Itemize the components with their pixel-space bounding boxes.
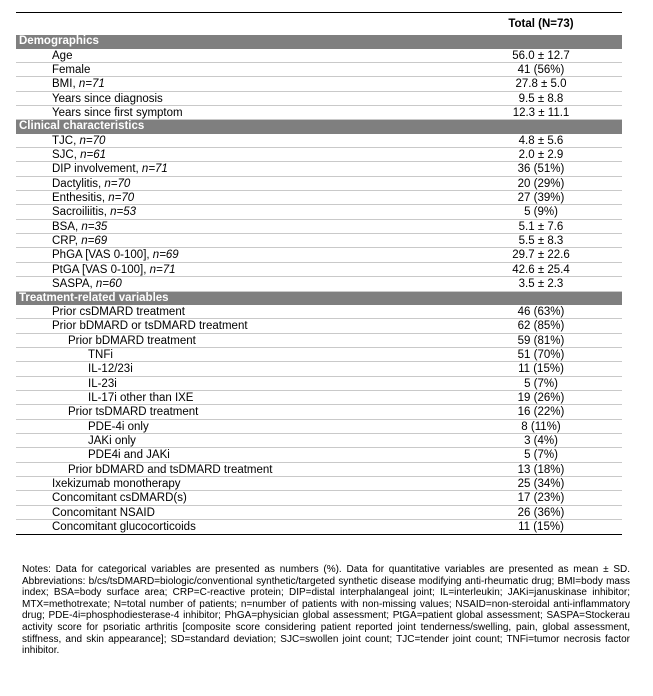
row-n-count: n=60 [95, 278, 122, 291]
table-row [16, 391, 622, 405]
section-header: Treatment-related variables [16, 292, 622, 306]
row-label-text: BSA, [52, 220, 82, 233]
row-label-text: Age [52, 49, 73, 62]
table-row [16, 92, 622, 106]
row-label-text: Female [52, 63, 91, 76]
row-label-text: Prior bDMARD or tsDMARD treatment [52, 320, 248, 333]
table-row [16, 491, 622, 505]
row-value: 25 (34%) [517, 478, 565, 491]
row-value: 41 (56%) [517, 63, 565, 76]
row-label [34, 191, 134, 205]
row-label-text: DIP involvement, [52, 163, 142, 176]
row-label-text: PhGA [VAS 0-100], [52, 249, 153, 262]
table-row [16, 305, 622, 319]
row-label-text: Years since first symptom [52, 106, 183, 119]
row-value: 26 (36%) [517, 506, 565, 519]
row-n-count: n=61 [80, 149, 107, 162]
table-row [16, 362, 622, 376]
row-value: 4.8 ± 5.6 [518, 134, 564, 147]
table-body [16, 35, 622, 535]
table-row [16, 191, 622, 205]
row-label-text: Concomitant csDMARD(s) [52, 492, 187, 505]
row-label-text: Ixekizumab monotherapy [52, 478, 181, 491]
table-row [16, 405, 622, 419]
row-label [52, 434, 136, 448]
row-label [34, 49, 72, 63]
row-value: 59 (81%) [517, 334, 565, 347]
table-notes: Notes: Data for categorical variables are presented as numbers (%). Data for quantitative variables are presented as mean ± SD. Abbreviations: b/cs/tsDMARD=biologic/conventional synthetic/targeted synthetic disease modifying anti-rheumatic drug; BMI=body mass index; BSA=body surface area; CRP=C-reactive protein; DIP=distal interphalangeal joint; IL=interleukin; JAKi=januskinase inhibitor; MTX=methotrexate; N=total number of patients; n=number of patients with non-missing values; NSAID=non-steroidal anti-inflammatory drug; PDE-4i=phosphodiesterase-4 inhibitor; PhGA=physician global assessment; PtGA=patient global assessment; SASPA=Stockerau activity score for psoriatic arthritis [composite score considering patient reported joint tenderness/swelling, pain, global assessment, stiffness, and skin appearance]; SD=standard deviation; SJC=swollen joint count; TJC=tender joint count; TNFi=tumor necrosis factor inhibitor. [22, 564, 630, 657]
row-label [34, 177, 130, 191]
row-label-text: Sacroiliitis, [52, 206, 111, 219]
row-label [34, 305, 185, 319]
row-value: 19 (26%) [517, 392, 565, 405]
row-label-text: PtGA [VAS 0-100], [52, 263, 150, 276]
row-label [34, 491, 187, 505]
row-label-text: Prior bDMARD and tsDMARD treatment [68, 463, 273, 476]
table-row [16, 134, 622, 148]
table-row [16, 263, 622, 277]
row-value: 16 (22%) [517, 406, 565, 419]
table-row [16, 77, 622, 91]
characteristics-table [16, 12, 622, 535]
row-n-count: n=35 [81, 220, 108, 233]
row-label [34, 319, 248, 333]
row-label [34, 220, 107, 234]
table-row [16, 220, 622, 234]
row-label [34, 162, 168, 176]
row-label [34, 148, 106, 162]
row-n-count: n=71 [78, 78, 105, 91]
row-value: 62 (85%) [517, 320, 565, 333]
row-label [34, 263, 176, 277]
table-row [16, 319, 622, 333]
row-label-text: PDE4i and JAKi [88, 449, 170, 462]
row-label-text: JAKi only [88, 435, 136, 448]
table-row [16, 448, 622, 462]
row-label-text: SASPA, [52, 278, 96, 291]
row-label-text: Dactylitis, [52, 177, 105, 190]
row-label [34, 106, 183, 120]
row-value: 3 (4%) [524, 435, 558, 448]
row-value: 51 (70%) [517, 349, 565, 362]
row-label-text: Years since diagnosis [52, 92, 163, 105]
table-row [16, 205, 622, 219]
row-n-count: n=53 [110, 206, 137, 219]
table-row [16, 148, 622, 162]
row-label [34, 506, 155, 520]
table-row [16, 506, 622, 520]
row-value: 20 (29%) [517, 177, 565, 190]
row-value: 56.0 ± 12.7 [512, 49, 570, 62]
table-row [16, 63, 622, 77]
row-label [34, 234, 107, 248]
row-n-count: n=70 [104, 177, 131, 190]
row-value: 5 (9%) [524, 206, 558, 219]
row-label-text: IL-12/23i [88, 363, 133, 376]
row-label-text: Prior tsDMARD treatment [68, 406, 199, 419]
row-n-count: n=70 [108, 192, 135, 205]
section-header: Demographics [16, 35, 622, 49]
row-label [52, 420, 149, 434]
row-label [34, 63, 90, 77]
row-value: 5 (7%) [524, 449, 558, 462]
row-value: 5.5 ± 8.3 [518, 235, 564, 248]
table-row [16, 348, 622, 362]
table-row [16, 177, 622, 191]
row-value: 9.5 ± 8.8 [518, 92, 564, 105]
row-label-text: Enthesitis, [52, 192, 109, 205]
row-label [34, 77, 105, 91]
table-row [16, 434, 622, 448]
row-value: 36 (51%) [517, 163, 565, 176]
table-row [16, 106, 622, 120]
row-value: 17 (23%) [517, 492, 565, 505]
row-label-text: TJC, [52, 134, 80, 147]
table-header-row [16, 13, 622, 35]
row-label [42, 405, 198, 419]
table-row [16, 334, 622, 348]
row-label-text: TNFi [88, 349, 113, 362]
row-value: 27.8 ± 5.0 [515, 78, 567, 91]
row-label-text: SJC, [52, 149, 81, 162]
table-row [16, 277, 622, 291]
row-label [52, 348, 113, 362]
row-label [34, 92, 163, 106]
row-n-count: n=69 [81, 235, 108, 248]
row-value: 11 (15%) [518, 521, 564, 534]
row-n-count: n=70 [79, 134, 106, 147]
row-label-text: BMI, [52, 78, 79, 91]
table-row [16, 377, 622, 391]
table-row [16, 463, 622, 477]
row-label-text: Prior csDMARD treatment [52, 306, 185, 318]
row-value: 11 (15%) [518, 363, 564, 376]
row-label [34, 520, 196, 534]
row-value: 13 (18%) [517, 463, 565, 476]
row-label [42, 463, 273, 477]
table-row [16, 477, 622, 491]
row-label-text: Concomitant glucocorticoids [52, 521, 196, 534]
row-label-text: IL-23i [88, 377, 117, 390]
row-label-text: PDE-4i only [88, 420, 149, 433]
row-n-count: n=71 [149, 263, 176, 276]
table-row [16, 248, 622, 262]
row-value: 8 (11%) [521, 420, 561, 433]
row-value: 42.6 ± 25.4 [512, 263, 570, 276]
row-label [34, 205, 136, 219]
row-value: 2.0 ± 2.9 [518, 149, 564, 162]
row-label [42, 334, 196, 348]
row-label [52, 391, 193, 405]
row-label-text: Prior bDMARD treatment [68, 334, 196, 347]
row-value: 29.7 ± 22.6 [512, 249, 570, 262]
row-label [34, 134, 105, 148]
table-row [16, 420, 622, 434]
row-label-text: Concomitant NSAID [52, 506, 155, 519]
table-row [16, 520, 622, 534]
row-value: 46 (63%) [517, 306, 565, 318]
row-label [34, 477, 180, 491]
row-label [52, 362, 133, 376]
table-row [16, 162, 622, 176]
row-label [34, 277, 122, 291]
table-row [16, 49, 622, 63]
row-value: 27 (39%) [517, 192, 565, 205]
row-value: 3.5 ± 2.3 [518, 278, 564, 291]
row-label [34, 248, 179, 262]
row-n-count: n=69 [152, 249, 179, 262]
section-header: Clinical characteristics [16, 120, 622, 134]
row-label-text: IL-17i other than IXE [88, 392, 194, 405]
table-row [16, 234, 622, 248]
row-value: 5 (7%) [524, 377, 558, 390]
row-n-count: n=71 [141, 163, 168, 176]
row-label [52, 448, 170, 462]
row-value: 12.3 ± 11.1 [512, 106, 570, 119]
total-column-header: Total (N=73) [508, 18, 574, 30]
row-label [52, 377, 117, 391]
row-label-text: CRP, [52, 235, 82, 248]
row-value: 5.1 ± 7.6 [518, 220, 564, 233]
